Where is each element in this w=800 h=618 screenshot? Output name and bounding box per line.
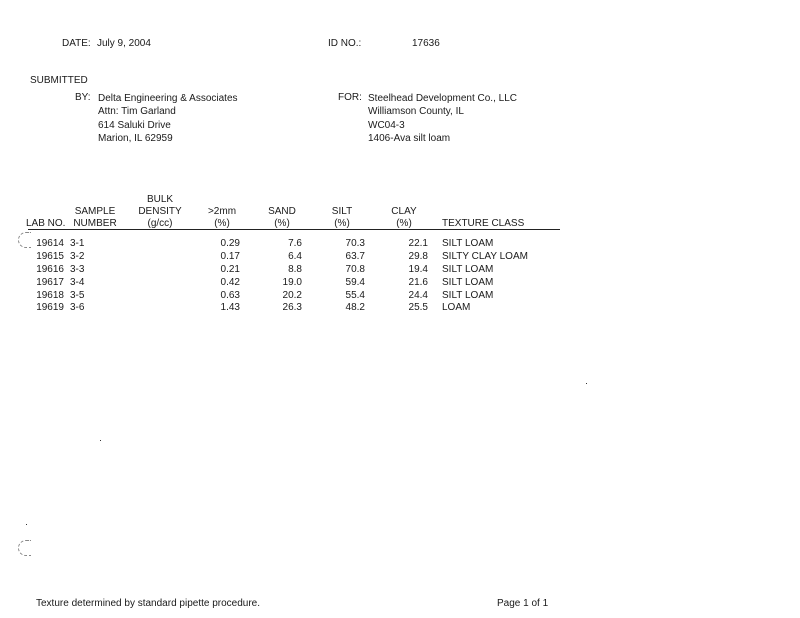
id-value: 17636: [412, 38, 440, 49]
cell-gt2mm: 0.42: [220, 277, 240, 288]
cell-texture: SILT LOAM: [442, 277, 494, 288]
header-bulk-line-3: (g/cc): [147, 218, 173, 229]
for-line-1: Steelhead Development Co., LLC: [368, 93, 517, 104]
for-address: [368, 92, 517, 145]
cell-gt2mm: 1.43: [220, 302, 240, 313]
by-line-4: Marion, IL 62959: [98, 132, 173, 144]
punch-hole-mark-top: [18, 232, 31, 248]
cell-lab-no: 19614: [36, 238, 64, 249]
header-gt2mm-line-2: (%): [214, 218, 230, 229]
header-bulk-density: [132, 194, 188, 230]
cell-sample: 3-3: [70, 264, 85, 275]
cell-silt: 63.7: [345, 251, 365, 262]
by-line-2: Attn: Tim Garland: [98, 106, 176, 118]
by-address: [98, 92, 238, 145]
scan-speck: [586, 383, 587, 384]
cell-lab-no: 19617: [36, 277, 64, 288]
cell-clay: 21.6: [408, 277, 428, 288]
cell-sample: 3-1: [70, 238, 85, 249]
header-clay-line-1: CLAY: [391, 206, 417, 217]
header-clay: [384, 206, 424, 230]
header-lab-no: LAB NO.: [26, 218, 66, 229]
header-bulk-line-1: BULK: [146, 194, 174, 205]
cell-silt: 55.4: [345, 290, 365, 301]
cell-sand: 8.8: [288, 264, 302, 275]
cell-clay: 19.4: [408, 264, 428, 275]
header-gt2mm: [202, 206, 242, 230]
cell-texture: SILT LOAM: [442, 264, 494, 275]
scan-speck: [100, 440, 101, 441]
cell-sample: 3-2: [70, 251, 85, 262]
cell-sand: 26.3: [282, 302, 302, 313]
header-silt: [322, 206, 362, 230]
for-line-2: Williamson County, IL: [368, 106, 464, 118]
cell-sand: 6.4: [288, 251, 302, 262]
cell-gt2mm: 0.21: [220, 264, 240, 275]
for-line-4: 1406-Ava silt loam: [368, 132, 451, 144]
table-header-rule: [28, 229, 560, 230]
cell-clay: 25.5: [408, 302, 428, 313]
date-label: DATE:: [62, 38, 91, 49]
cell-silt: 70.3: [345, 238, 365, 249]
header-texture-class: TEXTURE CLASS: [442, 218, 525, 229]
header-sample-number: [68, 206, 122, 230]
cell-clay: 29.8: [408, 251, 428, 262]
cell-texture: SILT LOAM: [442, 238, 494, 249]
cell-texture: LOAM: [442, 302, 471, 313]
for-line-3: WC04-3: [368, 119, 405, 131]
date-value: July 9, 2004: [97, 38, 151, 49]
cell-clay: 24.4: [408, 290, 428, 301]
cell-lab-no: 19618: [36, 290, 64, 301]
by-line-3: 614 Saluki Drive: [98, 119, 171, 131]
cell-sample: 3-5: [70, 290, 85, 301]
cell-texture: SILT LOAM: [442, 290, 494, 301]
for-label: FOR:: [338, 92, 362, 103]
table-row: [0, 250, 800, 263]
header-clay-line-2: (%): [396, 218, 412, 229]
by-label: BY:: [75, 92, 91, 103]
cell-texture: SILTY CLAY LOAM: [442, 251, 528, 262]
header-sand-line-2: (%): [274, 218, 290, 229]
punch-hole-mark-bottom: [18, 540, 31, 556]
cell-gt2mm: 0.17: [220, 251, 240, 262]
by-line-1: Delta Engineering & Associates: [98, 93, 238, 104]
cell-silt: 59.4: [345, 277, 365, 288]
scan-speck: [26, 524, 27, 525]
table-row: [0, 237, 800, 250]
header-bulk-line-2: DENSITY: [138, 206, 182, 217]
cell-silt: 48.2: [345, 302, 365, 313]
id-label: ID NO.:: [328, 38, 362, 49]
header-silt-line-2: (%): [334, 218, 350, 229]
header-sand-line-1: SAND: [268, 206, 296, 217]
cell-sand: 7.6: [288, 238, 302, 249]
page-number: Page 1 of 1: [497, 598, 549, 609]
header-sample-line-2: NUMBER: [73, 218, 117, 229]
header-sand: [262, 206, 302, 230]
table-row: [0, 263, 800, 276]
cell-lab-no: 19619: [36, 302, 64, 313]
cell-silt: 70.8: [345, 264, 365, 275]
cell-sand: 19.0: [282, 277, 302, 288]
cell-sample: 3-6: [70, 302, 85, 313]
submitted-label: SUBMITTED: [30, 75, 88, 86]
footer-note: Texture determined by standard pipette procedure.: [36, 598, 261, 609]
cell-clay: 22.1: [408, 238, 428, 249]
table-row: [0, 276, 800, 289]
header-gt2mm-line-1: >2mm: [207, 206, 237, 217]
table-row: [0, 301, 800, 314]
cell-gt2mm: 0.63: [220, 290, 240, 301]
cell-sample: 3-4: [70, 277, 85, 288]
header-silt-line-1: SILT: [331, 206, 353, 217]
cell-lab-no: 19616: [36, 264, 64, 275]
cell-gt2mm: 0.29: [220, 238, 240, 249]
cell-sand: 20.2: [282, 290, 302, 301]
header-sample-line-1: SAMPLE: [74, 206, 116, 217]
cell-lab-no: 19615: [36, 251, 64, 262]
